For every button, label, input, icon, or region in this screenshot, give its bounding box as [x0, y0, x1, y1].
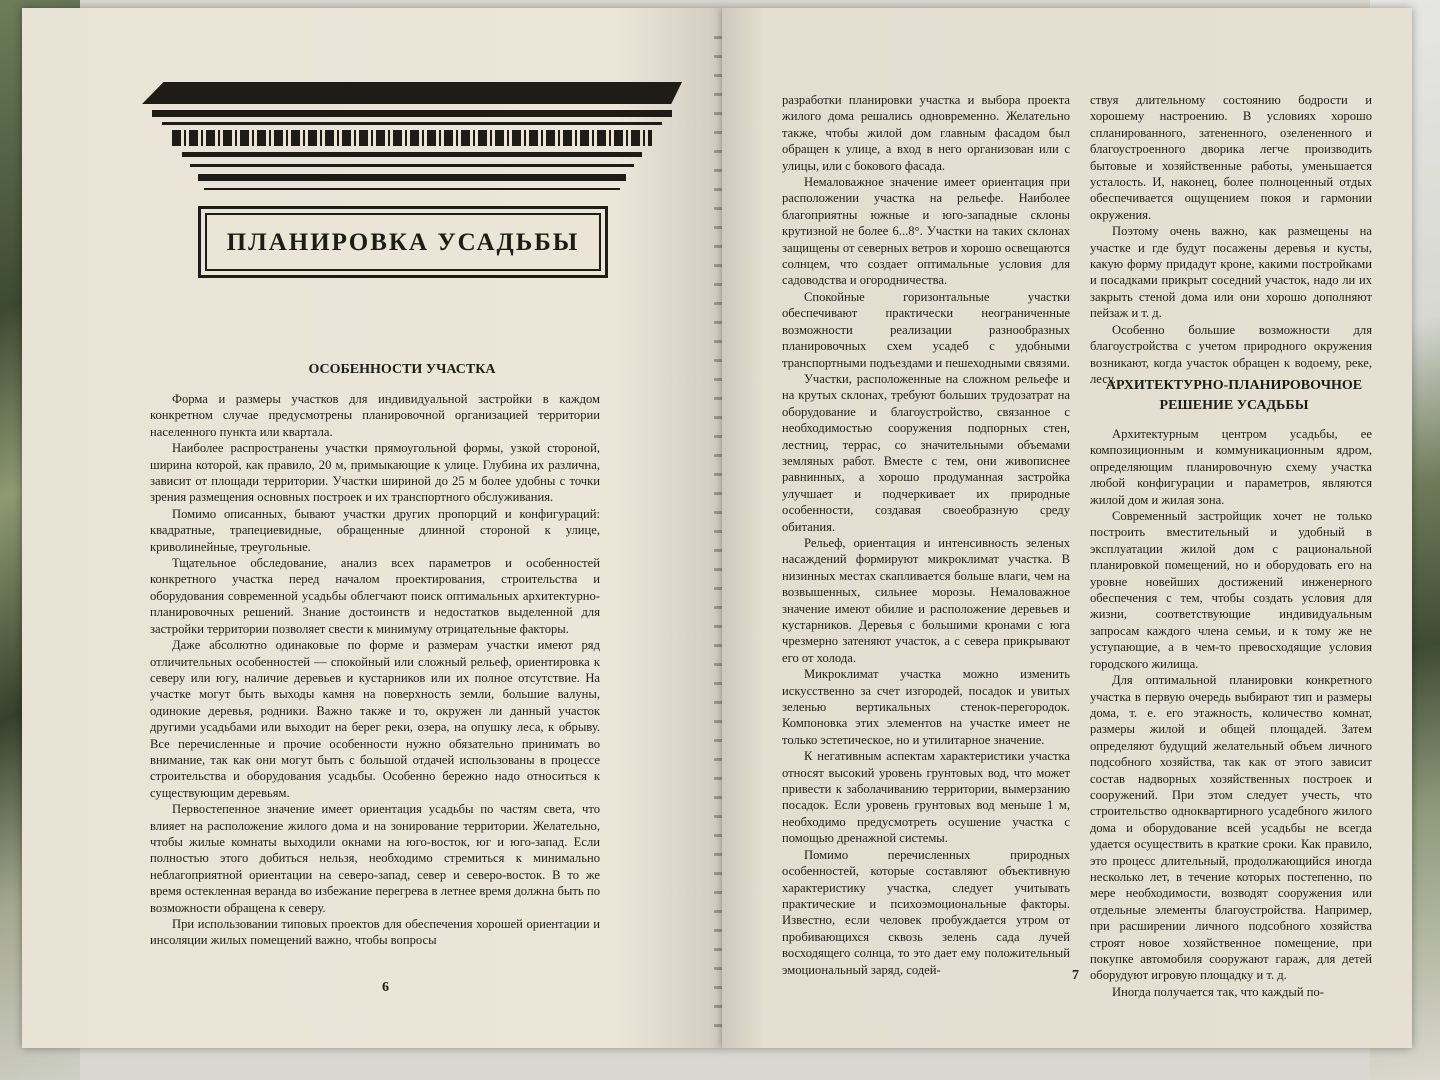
left-text-column: [150, 391, 600, 949]
chapter-ornament: [142, 80, 682, 205]
paragraph: Современный застройщик хочет не только построить вместительный и удобный в эксплуатации жилой дом с рациональной планировкой помещений, но и оборудовать его на уровне новейших достижений инженерного обеспечения с тем, чтобы создать условия для жизни, соответствующие индивидуальным запросам каждого члена семьи, и к тому же не уступающие, а в чем-то превосходящие условия городского жилища.: [1090, 509, 1372, 671]
paragraph: Спокойные горизонтальные участки обеспечивают практически неограниченные возможности реализации разнообразных планировочных схем усадеб с удобными транспортными подъездами и пешеходными связями.: [782, 289, 1070, 370]
paragraph: Немаловажное значение имеет ориентация при расположении участка на рельефе. Наиболее благоприятны южные и юго-западные склоны крутизной не более 6...8°. Участки на таких склонах защищены от северных ветров и хорошо освещаются солнцем, что создает оптимальные условия для садоводства и огородничества.: [782, 175, 1070, 288]
paragraph: Первостепенное значение имеет ориентация усадьбы по частям света, что влияет на расположение жилого дома и на зонирование территории. Желательно, чтобы жилые комнаты выходили окнами на юго-восток, юг и юго-запад. Если полностью этого добиться нельзя, необходимо стремиться к минимально неблагоприятной ориентации на северо-запад, север и северо-восток. В то же время остекленная веранда во избежание перегрева в летнее время должна быть по возможности обращена к северу.: [150, 802, 600, 915]
paragraph: Форма и размеры участков для индивидуальной застройки в каждом конкретном случае предусмотрены планировочной организацией территории населенного пункта или квартала.: [150, 392, 600, 439]
section-title-line: РЕШЕНИЕ УСАДЬБЫ: [1159, 398, 1309, 413]
paragraph: Рельеф, ориентация и интенсивность зеленых насаждений формируют микроклимат участка. В низинных местах скапливается больше влаги, чем на возвышенных, сильнее морозы. Немаловажное значение имеют обилие и расположение деревьев и кустарников. Деревья с большими кронами с юга чрезмерно затеняют участок, а с севера прикрывают его от холода.: [782, 535, 1070, 665]
paragraph: Иногда получается так, что каждый по-: [1112, 984, 1324, 999]
section-title-text: ОСОБЕННОСТИ УЧАСТКА: [308, 362, 496, 377]
paragraph: Архитектурным центром усадьбы, ее композиционным и коммуникационным ядром, определяющим планировочную схему участка любой конфигурации и параметров, являются жилой дом и жилая зона.: [1090, 427, 1372, 507]
right-page: [722, 8, 1412, 1048]
section-title-architecture: [1084, 376, 1384, 416]
page-number: 6: [382, 980, 389, 995]
paragraph: Тщательное обследование, анализ всех параметров и особенностей конкретного участка перед началом проектирования, строительства и оборудования современной усадьбы облегчают поиск оптимальных архитектурно-планировочных решений. Знание достоинств и недостатков выделенной для застройки территории позволяет свести к минимуму отрицательные факторы.: [150, 556, 600, 636]
paragraph: разработки планировки участка и выбора проекта жилого дома решались одновременно. Желательно также, чтобы жилой дом главным фасадом был обращен к улице, а вход в него организован или с улицы, или с бокового фасада.: [782, 93, 1070, 173]
paragraph: Поэтому очень важно, как размещены на участке и где будут посажены деревья и кусты, какую форму придадут кроне, какими постройками и посадками прикрыт соседний участок, надо ли их закрыть стеной дома или они хорошо дополняют пейзаж и т. д.: [1090, 224, 1372, 321]
right-text-column-2-top: [1090, 92, 1372, 387]
paragraph: Участки, расположенные на сложном рельефе и на крутых склонах, требуют больших трудозатрат на оборудование и благоустройство, связанное с необходимостью сооружения подпорных стен, лестниц, террас, со значительными объемами земляных работ. Вместе с тем, они живописнее равнинных, а хорошо продуманная застройка улучшает и подчеркивает их природные особенности, создавая своеобразную среду обитания.: [782, 371, 1070, 534]
paragraph: Особенно большие возможности для благоустройства с учетом природного окружения возникают, когда участок обращен к водоему, реке, лесу.: [1090, 322, 1372, 386]
paragraph: Для оптимальной планировки конкретного участка в первую очередь выбирают тип и размеры дома, т. е. его этажность, количество комнат, размеры жилой и общей площадей. Затем определяют будущий желательный объем личного подсобного хозяйства, так как от этого зависит состав надворных хозяйственных построек и сооружений. При этом следует учесть, что строительство одноквартирного усадебного жилого дома и оборудование всей усадьбы не всегда удается осуществить в краткие сроки. Как правило, это процесс длительный, продолжающийся иногда несколько лет, в течение которых постепенно, по мере необходимости, возводят сооружения или отдельные элементы благоустройства. Например, при расширении личного подсобного хозяйства строят новое хозяйственное помещение, при покупке автомобиля сооружают гараж, для детей оборудуют игровую площадку и т. д.: [1090, 673, 1372, 983]
right-text-column-1: [782, 92, 1070, 978]
paragraph: ствуя длительному состоянию бодрости и хорошему настроению. В условиях хорошо спланированного, затененного, озелененного и благоустроенного дворика легче производить бытовые и хозяйственные работы, уменьшается усталость. И, наконец, более полноценный отдых обеспечивается ощущением покоя и гармонии окружения.: [1090, 93, 1372, 222]
paragraph: Наиболее распространены участки прямоугольной формы, узкой стороной, ширина которой, как правило, 20 м, примыкающие к улице. Глубина их различна, зависит от площади территории. Участки шириной до 25 м более удобны с точки зрения размещения основных построек и их транспортного обслуживания.: [150, 441, 600, 505]
page-number: 7: [1072, 968, 1079, 983]
section-title: [172, 360, 632, 380]
chapter-title-frame: [198, 206, 608, 278]
paragraph: Помимо перечисленных природных особенностей, которые составляют объективную характеристику участка, следует учитывать практические и психоэмоциональные факторы. Известно, если человек пробуждается утром от пробивающихся сквозь зелень сада лучей восходящего солнца, то это дает ему положительный эмоциональный заряд, содей-: [782, 847, 1070, 977]
paragraph: При использовании типовых проектов для обеспечения хорошей ориентации и инсоляции жилых помещений важно, чтобы вопросы: [150, 917, 600, 948]
right-text-column-2-bottom: [1090, 426, 1372, 1000]
paragraph: Помимо описанных, бывают участки других пропорций и конфигураций: квадратные, трапециевидные, обращенные длинной стороной к улице, криволинейные, треугольные.: [150, 506, 600, 554]
paragraph: Микроклимат участка можно изменить искусственно за счет изгородей, посадок и увитых зеленью вертикальных стенок-перегородок. Компоновка этих элементов на участке имеет не только эстетическое, но и утилитарное значение.: [782, 667, 1070, 747]
section-title-line: АРХИТЕКТУРНО-ПЛАНИРОВОЧНОЕ: [1105, 378, 1363, 393]
paragraph: К негативным аспектам характеристики участка относят высокий уровень грунтовых вод, что может привести к заболачиванию территории, вымерзанию посадок. Если уровень грунтовых вод меньше 1 м, необходимо предусмотреть осушение участка с помощью дренажной системы.: [782, 749, 1070, 846]
chapter-title: ПЛАНИРОВКА УСАДЬБЫ: [226, 229, 580, 256]
left-page: [22, 8, 722, 1048]
paragraph: Даже абсолютно одинаковые по форме и размерам участки имеют ряд отличительных особенностей — спокойный или сложный рельеф, ориентировка к северу или югу, наличие деревьев и кустарников или их полное отсутствие. На участке могут быть выходы камня на поверхность земли, большие валуны, одинокие деревья, родники. Важно также и то, окружен ли данный участок другими усадьбами или выходит на берег реки, озера, на опушку леса, к обрыву. Все перечисленные и прочие особенности нужно обязательно принимать во внимание, так как они могут быть с большой отдачей использованы в процессе строительства и оборудования усадьбы. Особенно бережно надо относиться к существующим деревьям.: [150, 638, 600, 800]
